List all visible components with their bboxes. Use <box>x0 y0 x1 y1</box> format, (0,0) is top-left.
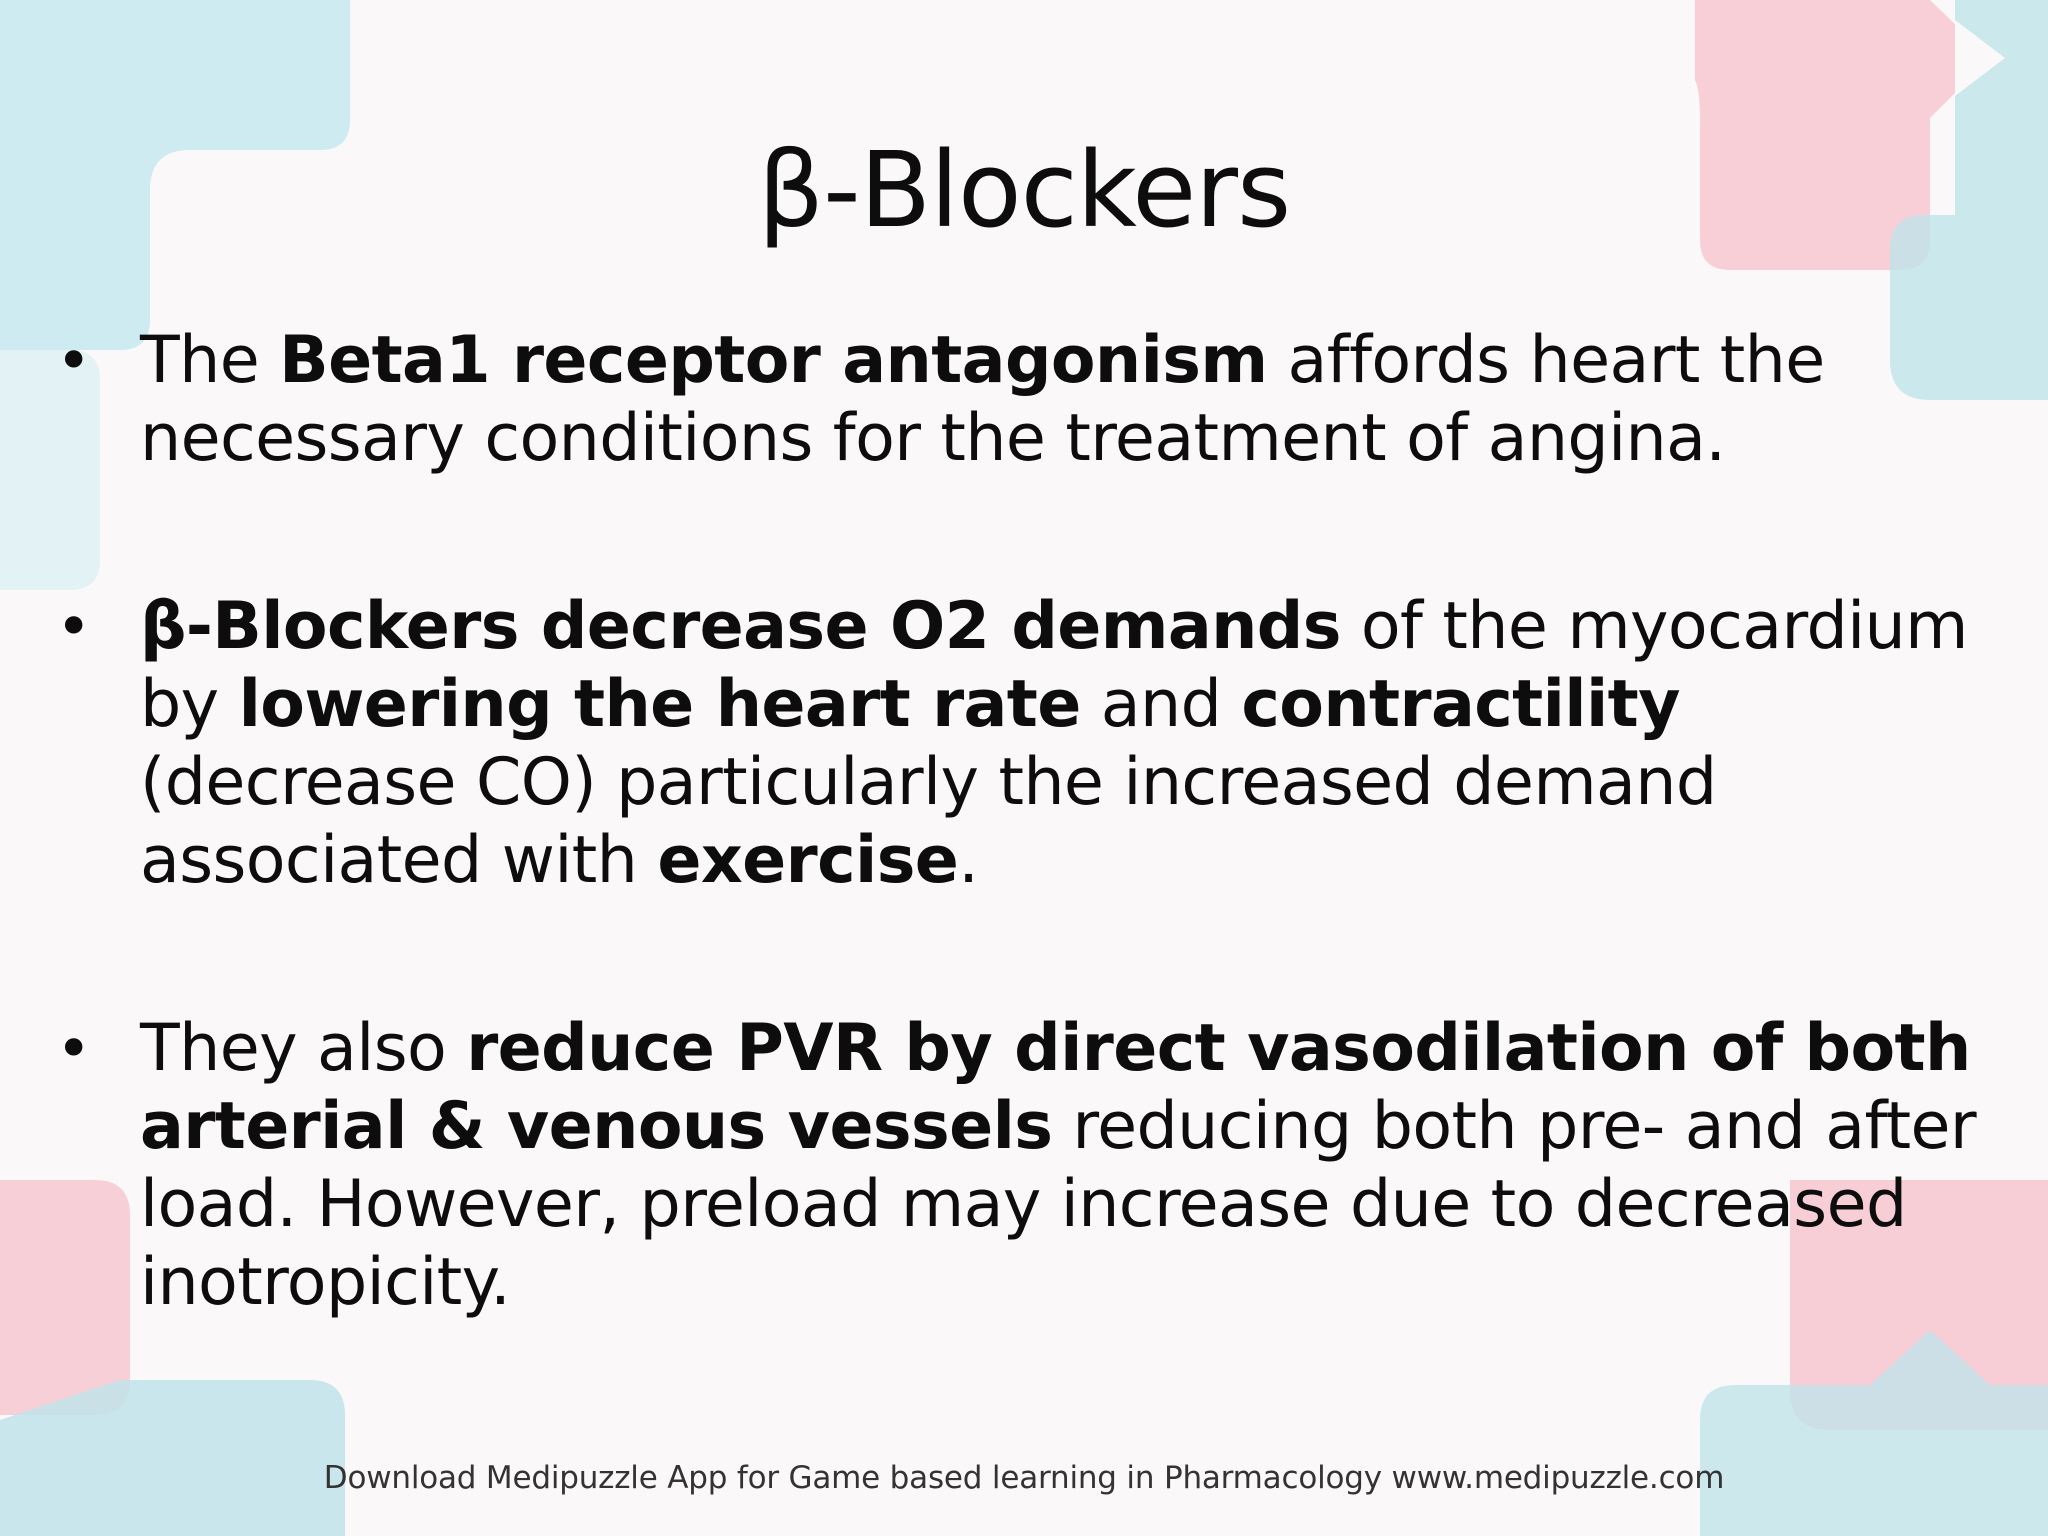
bullet-item <box>56 322 1986 478</box>
bullet-dot: • <box>56 326 91 396</box>
text-segment: They also <box>140 1011 467 1086</box>
bullet-item <box>56 1010 1986 1322</box>
text-segment: The <box>140 323 280 398</box>
puzzle-shape-bottom-left-blue <box>0 1380 345 1536</box>
text-segment-bold: β-Blockers decrease O2 demands <box>140 589 1341 664</box>
bullet-dot: • <box>56 1014 91 1084</box>
text-segment-bold: contractility <box>1241 667 1680 742</box>
bullet-item <box>56 588 1986 900</box>
text-segment-bold: reduce PVR by direct vasodilation of both arterial & venous vessels <box>140 1011 1971 1164</box>
text-segment-bold: Beta1 receptor antagonism <box>279 323 1268 398</box>
bullet-list <box>56 322 1986 1322</box>
text-segment: affords heart the necessary conditions for the treatment of angina. <box>140 323 1825 476</box>
text-segment-bold: exercise <box>657 823 959 898</box>
bullet-dot: • <box>56 592 91 662</box>
text-segment: of the myocardium by <box>140 589 1968 742</box>
text-segment: reducing both pre- and after load. However, preload may increase due to decreased inotropicity. <box>140 1089 1977 1320</box>
bullet-text <box>140 323 1825 476</box>
text-segment: . <box>958 823 979 898</box>
slide-title: β-Blockers <box>757 129 1291 251</box>
bullet-text <box>140 589 1968 898</box>
footer-promo-text: Download Medipuzzle App for Game based learning in Pharmacology www.medipuzzle.com <box>323 1460 1725 1496</box>
text-segment: and <box>1080 667 1242 742</box>
text-segment-bold: lowering the heart rate <box>238 667 1081 742</box>
text-segment: (decrease CO) particularly the increased demand associated with <box>140 745 1717 898</box>
bullet-text <box>140 1011 1976 1320</box>
